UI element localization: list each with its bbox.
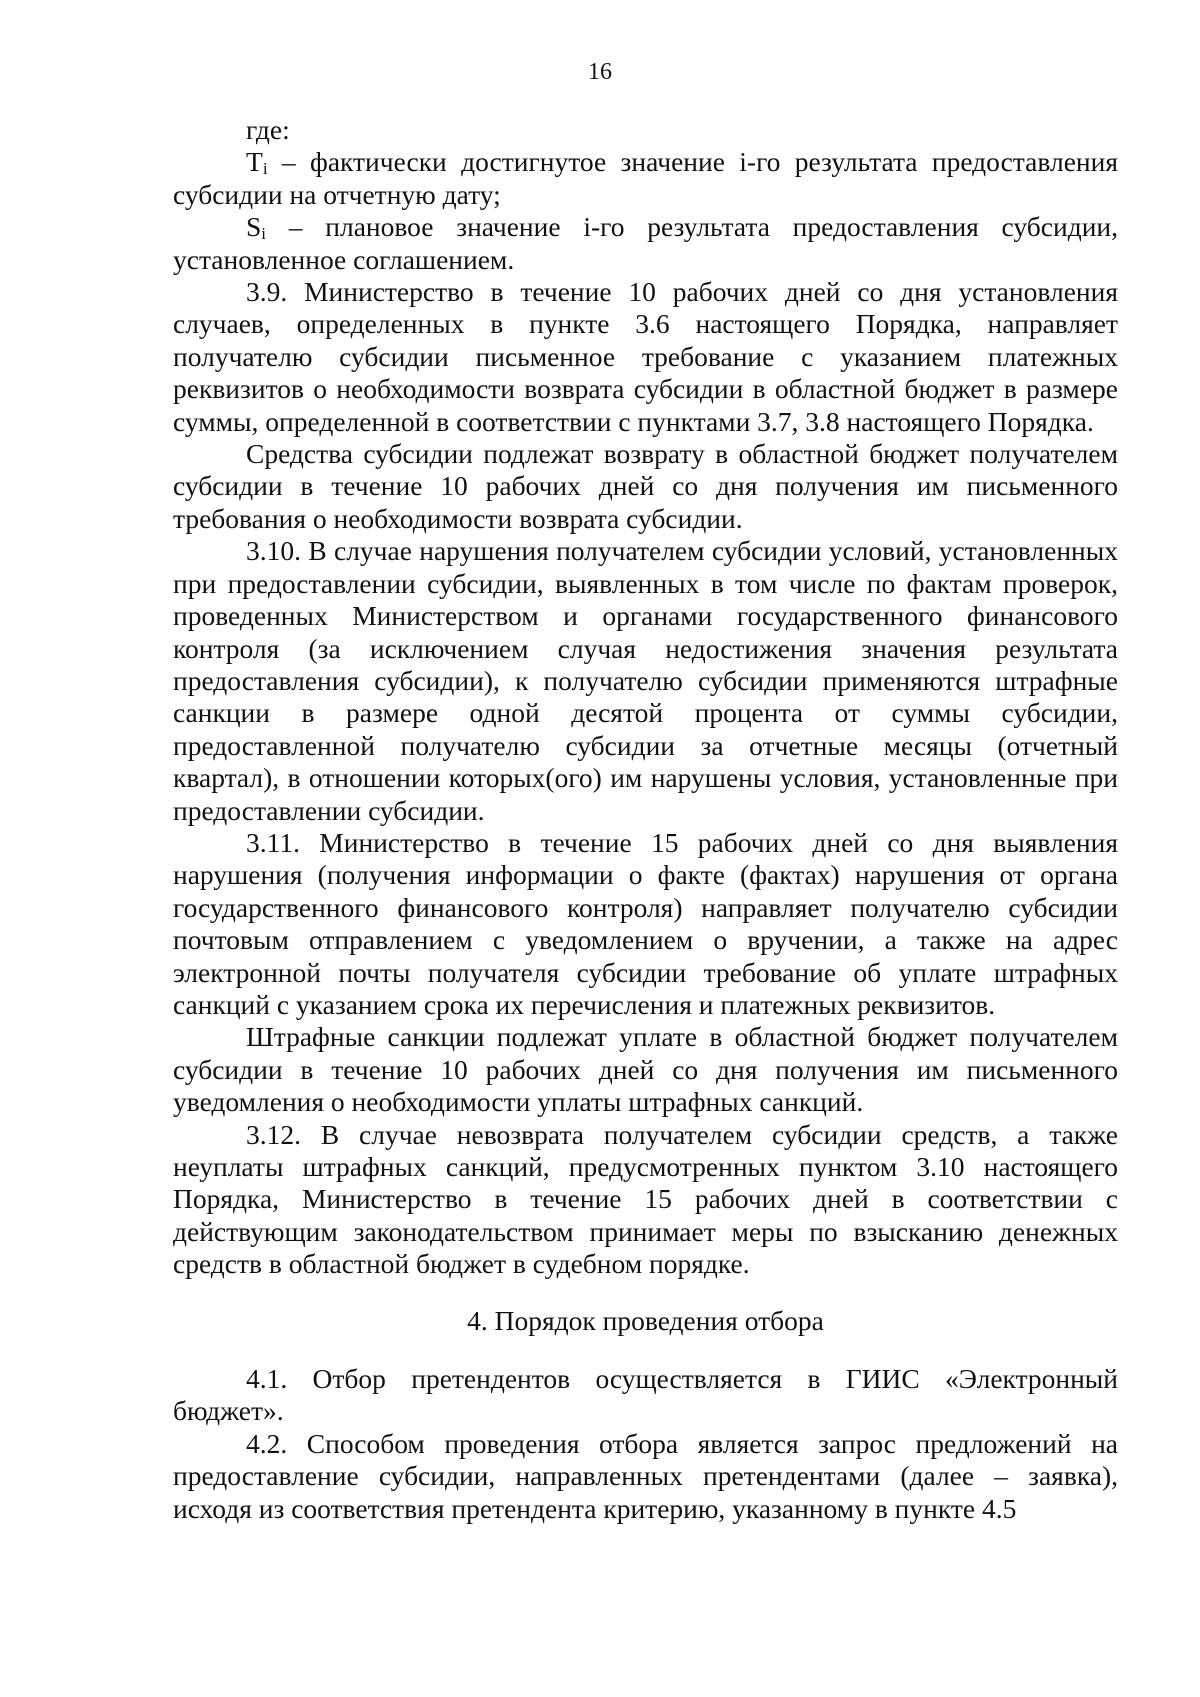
document-body [173,114,1118,1525]
paragraph-4-2: 4.2. Способом проведения отбора является запрос предложений на предоставление субсидии, направленных претендентами (далее – заявка), исходя из соответствия претендента критерию, указанному в пункте 4.5 [173,1427,1118,1524]
paragraph-3-11: 3.11. Министерство в течение 15 рабочих дней со дня выявления нарушения (получения информации о факте (фактах) нарушения от органа государственного финансового контроля) направляет получателю субсидии почтовым отправлением с уведомлением о вручении, а также на адрес электронной почты получателя субсидии требование об уплате штрафных санкций с указанием срока их перечисления и платежных реквизитов. [173,826,1118,1020]
paragraph-3-10: 3.10. В случае нарушения получателем субсидии условий, установленных при предоставлении субсидии, выявленных в том числе по фактам проверок, проведенных Министерством и органами государственного финансового контроля (за исключением случая недостижения значения результата предоставления субсидии), к получателю субсидии применяются штрафные санкции в размере одной десятой процента от суммы субсидии, предоставленной получателю субсидии за отчетные месяцы (отчетный квартал), в отношении которых(ого) им нарушены условия, установленные при предоставлении субсидии. [173,535,1118,826]
paragraph-4-1: 4.1. Отбор претендентов осуществляется в ГИИС «Электронный бюджет». [173,1363,1118,1427]
paragraph-3-12: 3.12. В случае невозврата получателем субсидии средств, а также неуплаты штрафных санкций, предусмотренных пунктом 3.10 настоящего Порядка, Министерство в течение 15 рабочих дней в соответствии с действующим законодательством принимает меры по взысканию денежных средств в областной бюджет в судебном порядке. [173,1118,1118,1280]
term-symbol: T [246,146,263,178]
formula-term-s [173,211,1118,276]
term-symbol: S [246,211,262,243]
term-subscript: i [261,224,267,244]
paragraph-3-9: 3.9. Министерство в течение 10 рабочих дней со дня установления случаев, определенных в пункте 3.6 настоящего Порядка, направляет получателю субсидии письменное требование с указанием платежных реквизитов о необходимости возврата субсидии в областной бюджет в размере суммы, определенной в соответствии с пунктами 3.7, 3.8 настоящего Порядка. [173,276,1118,437]
formula-term-t [173,146,1118,211]
term-definition: – плановое значение i-го результата предоставления субсидии, установленное соглашением. [173,211,1119,275]
page-number: 16 [588,59,612,85]
term-definition: – фактически достигнутое значение i-го результата предоставления субсидии на отчетную дату; [173,146,1119,210]
paragraph-refund-terms: Средства субсидии подлежат возврату в областной бюджет получателем субсидии в течение 10 рабочих дней со дня получения им письменного требования о необходимости возврата субсидии. [173,438,1118,534]
intro-text: где: [246,114,290,145]
section-heading: 4. Порядок проведения отбора [467,1304,824,1336]
term-subscript: i [262,159,268,179]
paragraph-penalty-payment: Штрафные санкции подлежат уплате в областной бюджет получателем субсидии в течение 10 рабочих дней со дня получения им письменного уведомления о необходимости уплаты штрафных санкций. [173,1021,1118,1118]
